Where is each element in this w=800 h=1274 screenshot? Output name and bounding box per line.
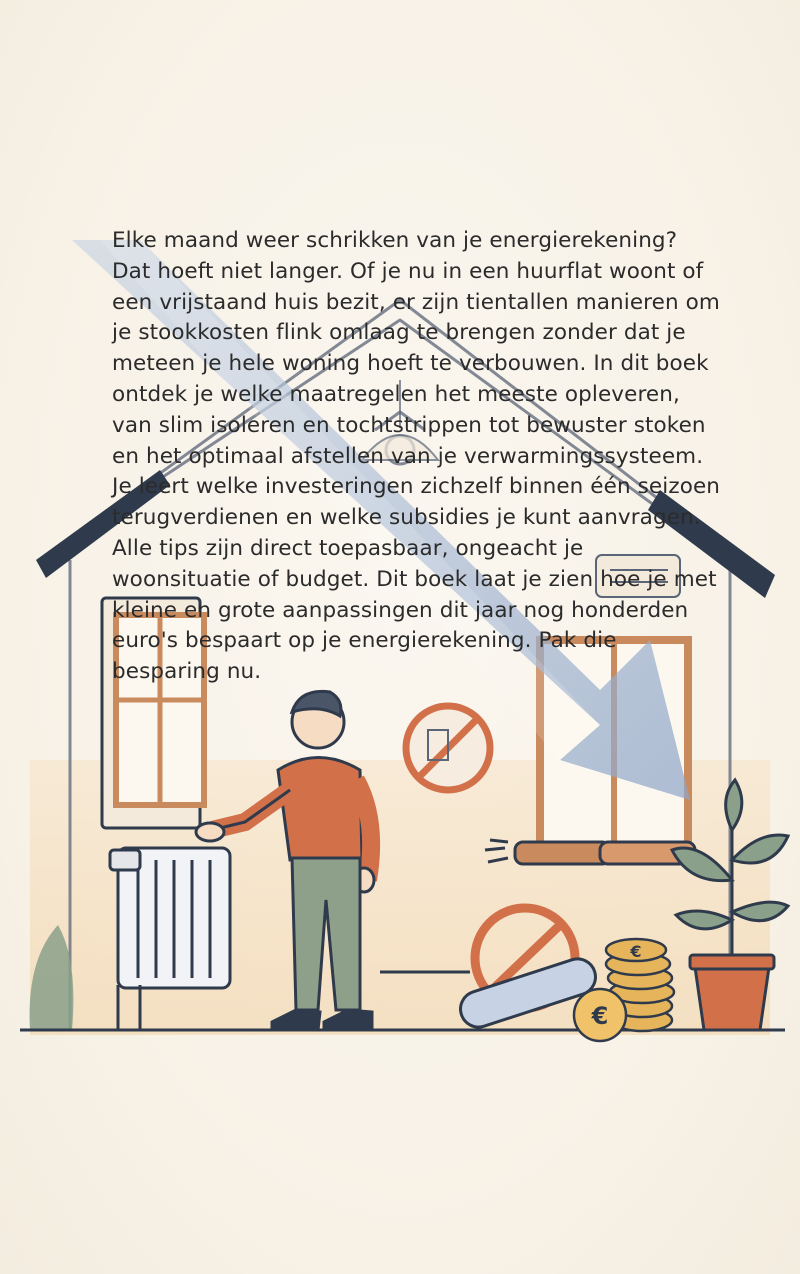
- book-description: Elke maand weer schrikken van je energierekening? Dat hoeft niet langer. Of je nu in een huurflat woont of een vrijstaand huis bezit, er zijn tientallen manieren om je stookkosten flink omlaag te brengen zonder dat je meteen je hele woning hoeft te verbouwen. In dit boek ontdek je welke maatregelen het meeste opleveren, van slim isoleren en tochtstrippen tot bewuster stoken en het optimaal afstellen van je verwarmingssysteem. Je leert welke investeringen zichzelf binnen één seizoen terugverdienen en welke subsidies je kunt aanvragen. Alle tips zijn direct toepasbaar, ongeacht je woonsituatie of budget. Dit boek laat je zien hoe je met kleine en grote aanpassingen dit jaar nog honderden euro's bespaart op je energierekening. Pak die besparing nu.: [112, 228, 721, 685]
- coin-symbol-top: €: [630, 942, 642, 961]
- coin-symbol: €: [591, 1002, 609, 1030]
